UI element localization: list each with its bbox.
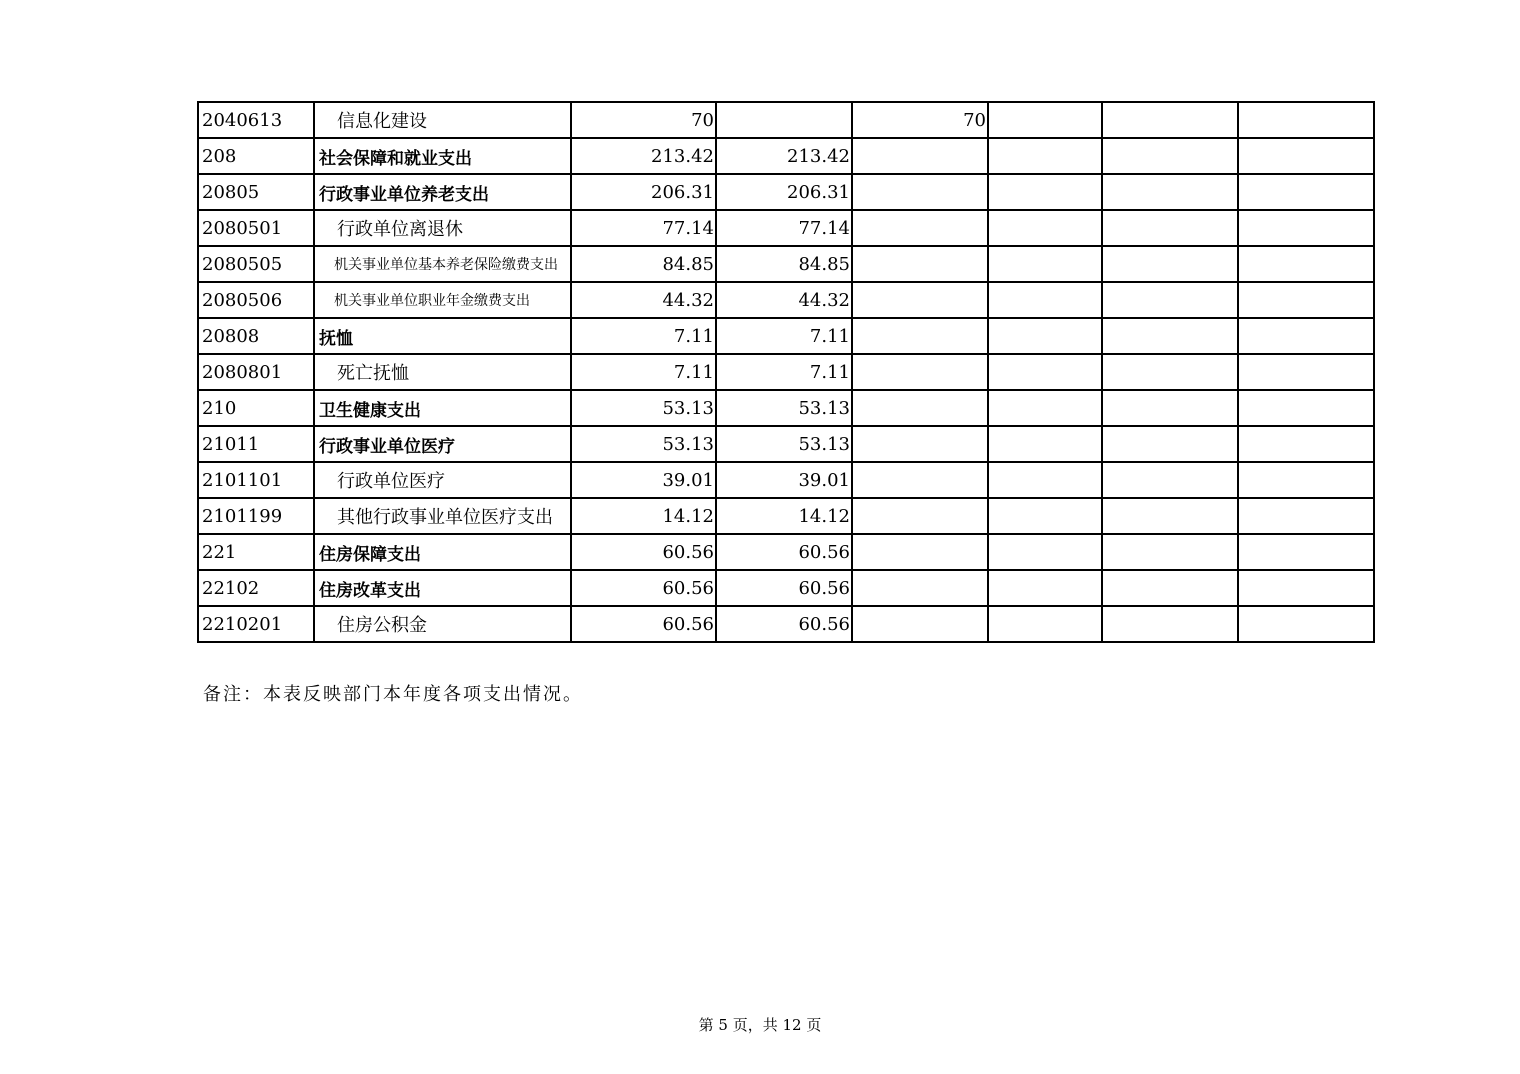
cell-col4: [988, 534, 1102, 570]
cell-name: 行政事业单位医疗: [314, 426, 571, 462]
table-row: [198, 102, 1374, 138]
table-row: [198, 282, 1374, 318]
cell-code: 2210201: [198, 606, 314, 642]
cell-col6: [1238, 174, 1374, 210]
table-row: [198, 606, 1374, 642]
cell-col6: [1238, 246, 1374, 282]
cell-total: 60.56: [571, 606, 716, 642]
cell-project: [852, 534, 988, 570]
cell-col6: [1238, 534, 1374, 570]
cell-col6: [1238, 606, 1374, 642]
cell-name: 行政单位离退休: [314, 210, 571, 246]
cell-total: 60.56: [571, 570, 716, 606]
cell-total: 53.13: [571, 390, 716, 426]
cell-basic: 60.56: [716, 534, 852, 570]
cell-total: 7.11: [571, 354, 716, 390]
cell-total: 7.11: [571, 318, 716, 354]
table-row: [198, 318, 1374, 354]
cell-name: 机关事业单位基本养老保险缴费支出: [314, 246, 571, 282]
cell-col5: [1102, 210, 1238, 246]
cell-name: 其他行政事业单位医疗支出: [314, 498, 571, 534]
cell-basic: 206.31: [716, 174, 852, 210]
cell-code: 2101199: [198, 498, 314, 534]
table-row: [198, 174, 1374, 210]
cell-basic: 7.11: [716, 318, 852, 354]
cell-col6: [1238, 462, 1374, 498]
cell-basic: 84.85: [716, 246, 852, 282]
cell-total: 60.56: [571, 534, 716, 570]
cell-col4: [988, 246, 1102, 282]
cell-project: [852, 498, 988, 534]
page-footer: 第 5 页，共 12 页: [698, 1016, 822, 1034]
cell-col5: [1102, 102, 1238, 138]
cell-total: 14.12: [571, 498, 716, 534]
cell-name: 住房公积金: [314, 606, 571, 642]
cell-basic: 60.56: [716, 570, 852, 606]
cell-code: 20805: [198, 174, 314, 210]
cell-basic: 44.32: [716, 282, 852, 318]
cell-name: 社会保障和就业支出: [314, 138, 571, 174]
cell-project: [852, 390, 988, 426]
cell-code: 2080505: [198, 246, 314, 282]
cell-code: 208: [198, 138, 314, 174]
cell-code: 2080801: [198, 354, 314, 390]
cell-col5: [1102, 534, 1238, 570]
cell-name: 抚恤: [314, 318, 571, 354]
cell-total: 44.32: [571, 282, 716, 318]
cell-col5: [1102, 282, 1238, 318]
table-row: [198, 390, 1374, 426]
cell-code: 22102: [198, 570, 314, 606]
cell-total: 77.14: [571, 210, 716, 246]
cell-col4: [988, 102, 1102, 138]
cell-project: [852, 282, 988, 318]
cell-col5: [1102, 390, 1238, 426]
cell-col5: [1102, 498, 1238, 534]
cell-total: 84.85: [571, 246, 716, 282]
cell-col4: [988, 426, 1102, 462]
table-note: 备注：本表反映部门本年度各项支出情况。: [203, 684, 583, 705]
cell-col6: [1238, 426, 1374, 462]
expenditure-table: [197, 101, 1375, 643]
cell-project: 70: [852, 102, 988, 138]
cell-name: 卫生健康支出: [314, 390, 571, 426]
cell-basic: 53.13: [716, 426, 852, 462]
cell-col4: [988, 138, 1102, 174]
cell-code: 221: [198, 534, 314, 570]
cell-basic: 213.42: [716, 138, 852, 174]
cell-project: [852, 318, 988, 354]
cell-project: [852, 570, 988, 606]
cell-project: [852, 606, 988, 642]
cell-col4: [988, 606, 1102, 642]
cell-col6: [1238, 138, 1374, 174]
cell-project: [852, 246, 988, 282]
cell-col6: [1238, 570, 1374, 606]
cell-col4: [988, 354, 1102, 390]
cell-col4: [988, 390, 1102, 426]
cell-code: 2080506: [198, 282, 314, 318]
table-row: [198, 210, 1374, 246]
cell-code: 210: [198, 390, 314, 426]
cell-col5: [1102, 570, 1238, 606]
cell-col4: [988, 318, 1102, 354]
cell-name: 行政事业单位养老支出: [314, 174, 571, 210]
table-row: [198, 246, 1374, 282]
cell-col4: [988, 282, 1102, 318]
table-row: [198, 534, 1374, 570]
cell-code: 20808: [198, 318, 314, 354]
cell-col6: [1238, 318, 1374, 354]
cell-col5: [1102, 246, 1238, 282]
table-row: [198, 570, 1374, 606]
cell-col5: [1102, 462, 1238, 498]
cell-code: 21011: [198, 426, 314, 462]
cell-name: 死亡抚恤: [314, 354, 571, 390]
cell-name: 信息化建设: [314, 102, 571, 138]
cell-code: 2080501: [198, 210, 314, 246]
cell-project: [852, 174, 988, 210]
cell-col6: [1238, 354, 1374, 390]
cell-col5: [1102, 138, 1238, 174]
table-row: [198, 426, 1374, 462]
cell-project: [852, 210, 988, 246]
cell-col5: [1102, 354, 1238, 390]
cell-col6: [1238, 390, 1374, 426]
cell-name: 机关事业单位职业年金缴费支出: [314, 282, 571, 318]
cell-basic: 7.11: [716, 354, 852, 390]
cell-name: 住房保障支出: [314, 534, 571, 570]
cell-project: [852, 138, 988, 174]
cell-total: 70: [571, 102, 716, 138]
expenditure-table-body: [198, 102, 1374, 642]
cell-basic: 77.14: [716, 210, 852, 246]
table-row: [198, 498, 1374, 534]
cell-project: [852, 462, 988, 498]
cell-col6: [1238, 210, 1374, 246]
cell-col4: [988, 498, 1102, 534]
table-row: [198, 354, 1374, 390]
cell-name: 行政单位医疗: [314, 462, 571, 498]
cell-name: 住房改革支出: [314, 570, 571, 606]
cell-col6: [1238, 102, 1374, 138]
cell-project: [852, 426, 988, 462]
cell-basic: 14.12: [716, 498, 852, 534]
cell-col5: [1102, 606, 1238, 642]
cell-col4: [988, 174, 1102, 210]
cell-basic: 60.56: [716, 606, 852, 642]
cell-col4: [988, 462, 1102, 498]
table-row: [198, 462, 1374, 498]
table-row: [198, 138, 1374, 174]
cell-total: 213.42: [571, 138, 716, 174]
cell-col6: [1238, 282, 1374, 318]
cell-total: 206.31: [571, 174, 716, 210]
cell-col4: [988, 210, 1102, 246]
cell-code: 2101101: [198, 462, 314, 498]
cell-basic: [716, 102, 852, 138]
cell-basic: 39.01: [716, 462, 852, 498]
cell-basic: 53.13: [716, 390, 852, 426]
cell-code: 2040613: [198, 102, 314, 138]
cell-col6: [1238, 498, 1374, 534]
cell-col4: [988, 570, 1102, 606]
cell-project: [852, 354, 988, 390]
cell-col5: [1102, 426, 1238, 462]
cell-col5: [1102, 318, 1238, 354]
cell-total: 39.01: [571, 462, 716, 498]
cell-total: 53.13: [571, 426, 716, 462]
cell-col5: [1102, 174, 1238, 210]
